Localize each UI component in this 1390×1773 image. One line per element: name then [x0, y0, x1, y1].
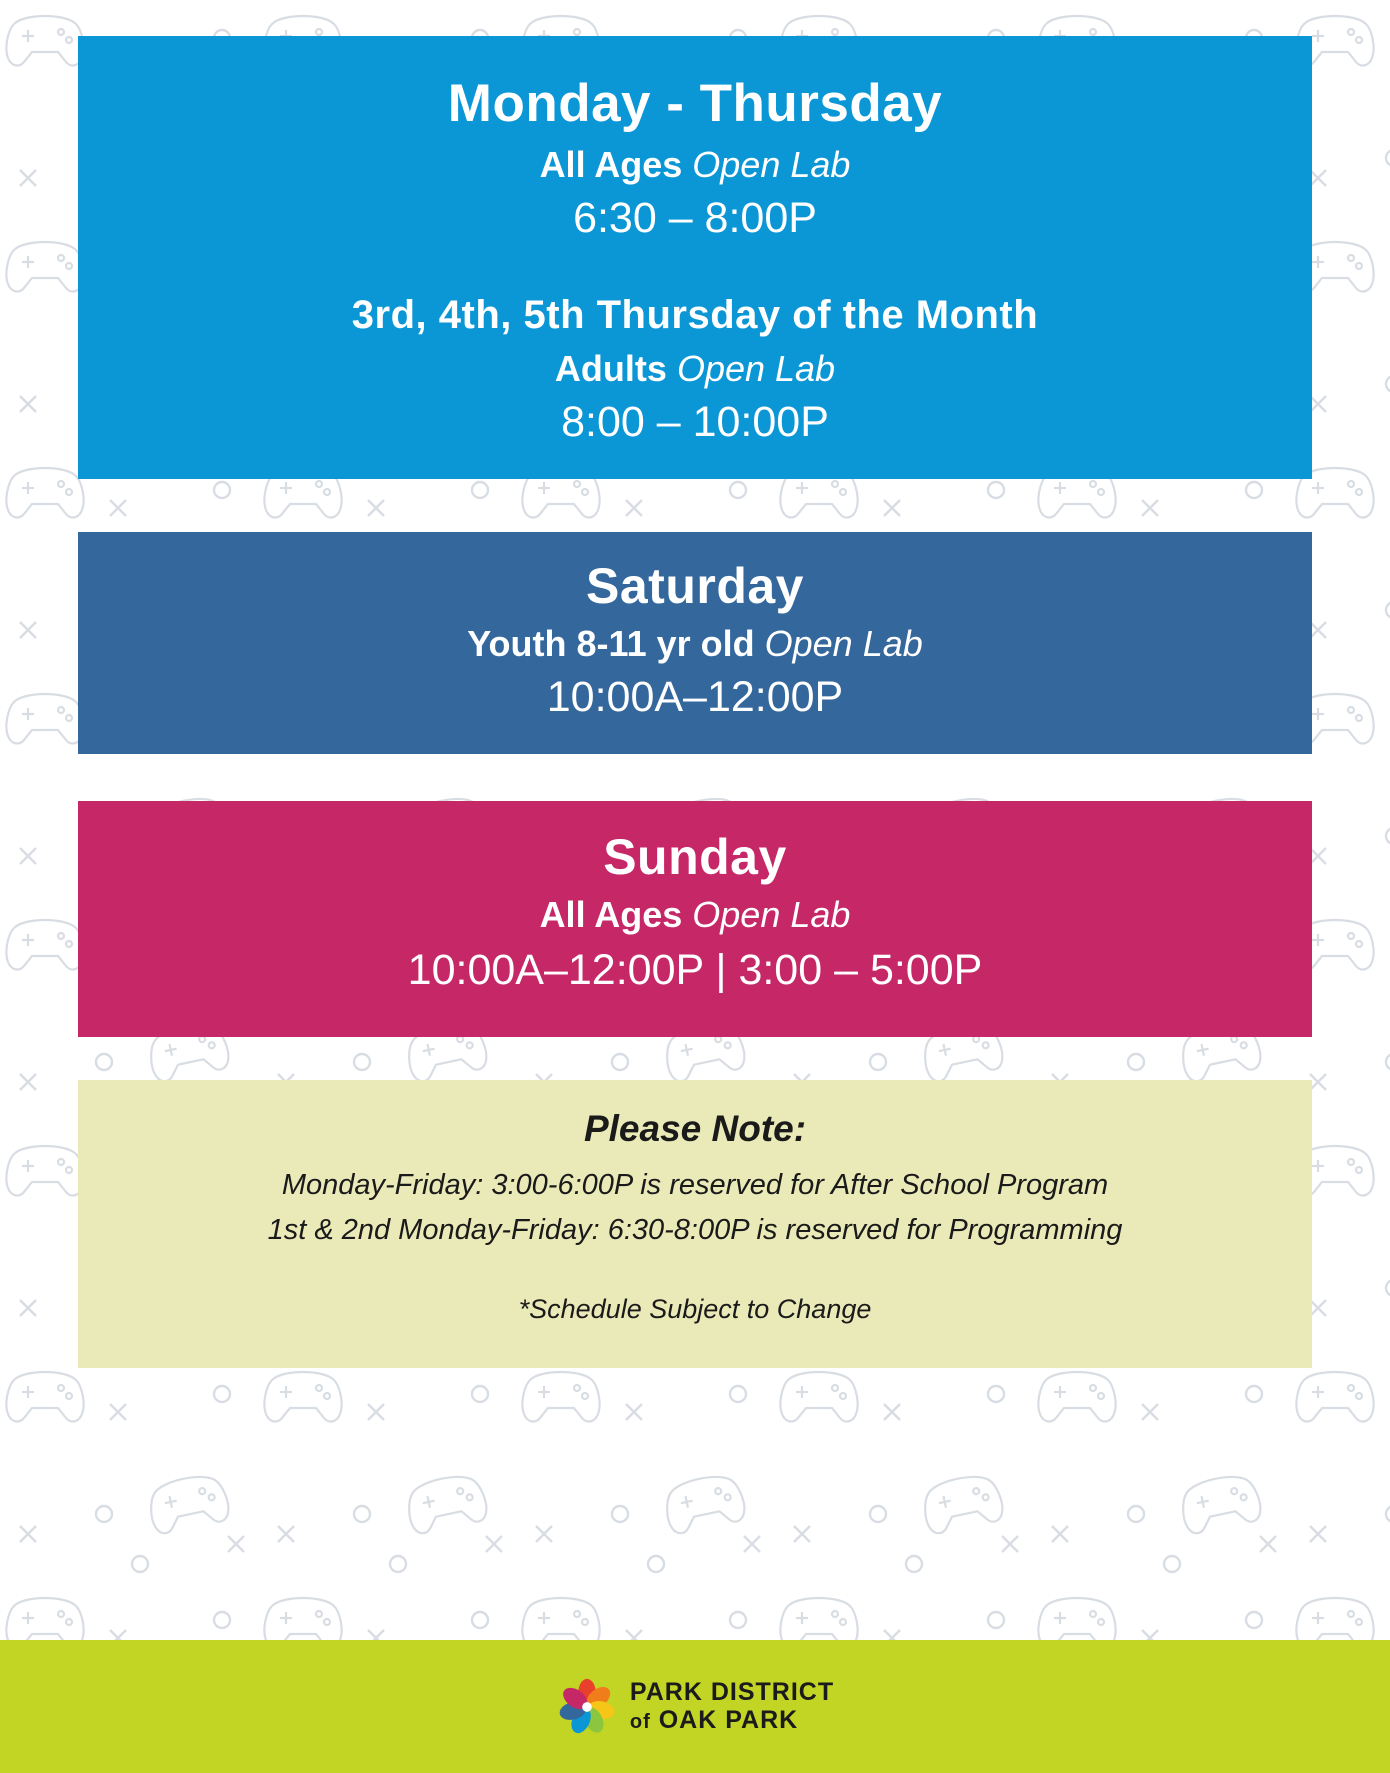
- panel-day-title: Sunday: [603, 829, 787, 885]
- panel-audience-bold: Youth 8-11 yr old: [467, 622, 755, 664]
- panel-time: 10:00A–12:00P | 3:00 – 5:00P: [407, 945, 983, 994]
- note-title: Please Note:: [583, 1108, 807, 1149]
- note-line-1: Monday-Friday: 3:00-6:00P is reserved for After School Program: [281, 1169, 1109, 1201]
- logo-line-2: [630, 1708, 834, 1733]
- panel-audience: [78, 142, 1312, 187]
- logo-line-2-prefix: of: [629, 1711, 651, 1733]
- please-note-panel: [78, 1080, 1312, 1368]
- schedule-subsection-thursday: [78, 294, 1312, 449]
- panel-time: 10:00A–12:00P: [546, 672, 844, 721]
- logo-line-2-main: OAK PARK: [658, 1706, 799, 1734]
- panel-audience-secondary: [78, 346, 1312, 391]
- panel-audience-italic: Open Lab: [692, 143, 851, 185]
- footer-bar: [0, 1640, 1390, 1773]
- note-disclaimer: *Schedule Subject to Change: [518, 1294, 872, 1325]
- schedule-panel-saturday: [78, 532, 1312, 754]
- panel-audience-italic: Open Lab: [764, 622, 923, 664]
- panel-audience-italic: Open Lab: [692, 893, 851, 935]
- panel-day-title: Saturday: [586, 558, 804, 614]
- logo-wordmark: [630, 1680, 834, 1733]
- panel-audience-bold-secondary: Adults: [554, 348, 667, 390]
- panel-audience-bold: All Ages: [539, 893, 683, 935]
- panel-day-title-secondary: 3rd, 4th, 5th Thursday of the Month: [351, 293, 1039, 338]
- panel-day-title: Monday - Thursday: [447, 74, 943, 133]
- pinwheel-flower-logo-icon: [556, 1676, 618, 1738]
- panel-audience: [78, 621, 1312, 666]
- panel-time-secondary: 8:00 – 10:00P: [561, 398, 829, 447]
- schedule-panel-weekday: [78, 36, 1312, 479]
- panel-audience: [78, 892, 1312, 937]
- panel-time: 6:30 – 8:00P: [573, 193, 817, 242]
- note-line-2: 1st & 2nd Monday-Friday: 6:30-8:00P is reserved for Programming: [267, 1214, 1123, 1247]
- panel-audience-bold: All Ages: [539, 143, 683, 185]
- logo-line-1: PARK DISTRICT: [629, 1678, 835, 1706]
- panel-audience-italic-secondary: Open Lab: [676, 348, 836, 390]
- schedule-panel-sunday: [78, 801, 1312, 1037]
- park-district-logo: [556, 1676, 834, 1738]
